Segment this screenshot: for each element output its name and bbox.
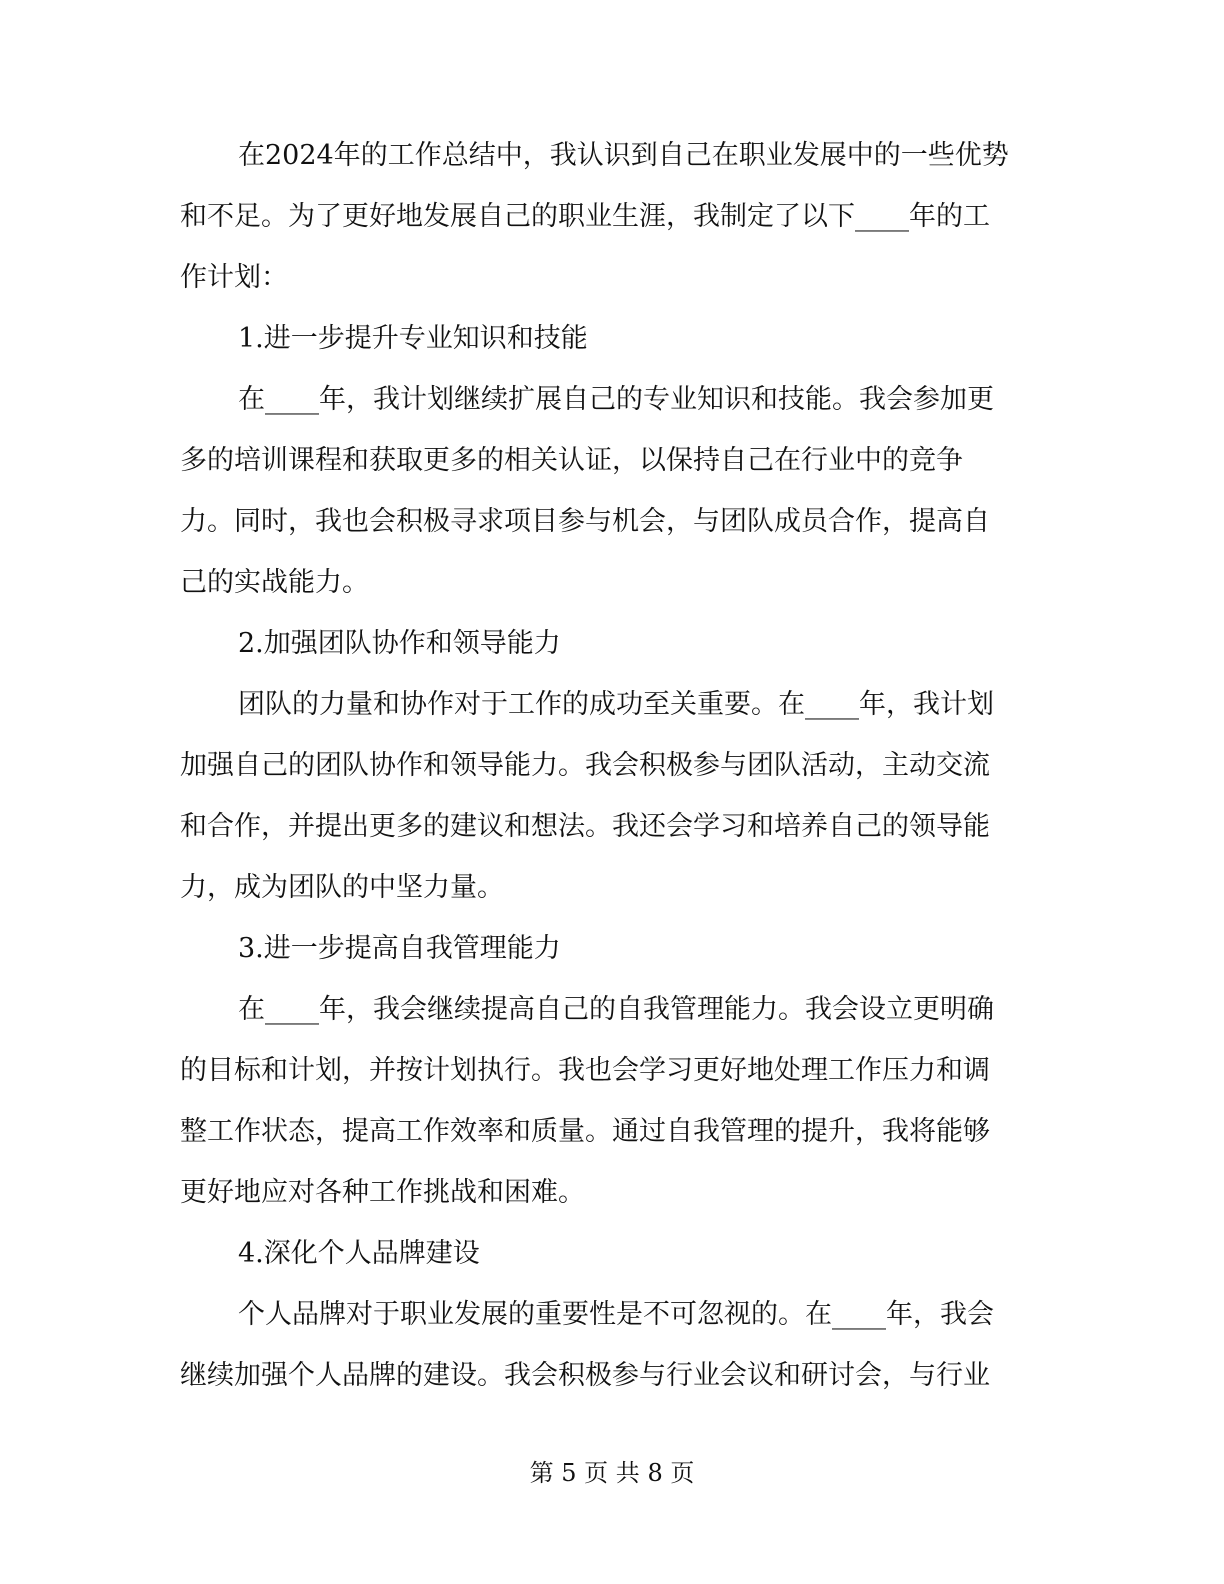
- text-line: 在2024年的工作总结中，我认识到自己在职业发展中的一些优势: [238, 140, 1009, 171]
- text-line: 更好地应对各种工作挑战和困难。: [180, 1177, 585, 1208]
- text-line: 力。同时，我也会积极寻求项目参与机会，与团队成员合作，提高自: [180, 506, 990, 537]
- heading-line: 2.加强团队协作和领导能力: [238, 628, 561, 659]
- heading-line: 4.深化个人品牌建设: [238, 1238, 480, 1269]
- section-heading-2: [180, 613, 1030, 674]
- text-line: 在____年，我计划继续扩展自己的专业知识和技能。我会参加更: [238, 384, 994, 415]
- paragraph-section-2: [180, 674, 1030, 918]
- text-line: 团队的力量和协作对于工作的成功至关重要。在____年，我计划: [238, 689, 994, 720]
- document-body: [180, 125, 1030, 1406]
- heading-line: 3.进一步提高自我管理能力: [238, 933, 561, 964]
- paragraph-intro: [180, 125, 1030, 308]
- text-line: 和不足。为了更好地发展自己的职业生涯，我制定了以下____年的工: [180, 201, 990, 232]
- paragraph-section-3: [180, 979, 1030, 1223]
- text-line: 己的实战能力。: [180, 567, 369, 598]
- section-heading-4: [180, 1223, 1030, 1284]
- section-heading-1: [180, 308, 1030, 369]
- paragraph-section-4: [180, 1284, 1030, 1406]
- text-line: 整工作状态，提高工作效率和质量。通过自我管理的提升，我将能够: [180, 1116, 990, 1147]
- page-number-footer: 第 5 页 共 8 页: [529, 1459, 695, 1487]
- text-line: 和合作，并提出更多的建议和想法。我还会学习和培养自己的领导能: [180, 811, 990, 842]
- section-heading-3: [180, 918, 1030, 979]
- text-line: 作计划：: [180, 262, 288, 293]
- text-line: 多的培训课程和获取更多的相关认证，以保持自己在行业中的竞争: [180, 445, 963, 476]
- text-line: 在____年，我会继续提高自己的自我管理能力。我会设立更明确: [238, 994, 994, 1025]
- text-line: 力，成为团队的中坚力量。: [180, 872, 504, 903]
- text-line: 的目标和计划，并按计划执行。我也会学习更好地处理工作压力和调: [180, 1055, 990, 1086]
- heading-line: 1.进一步提升专业知识和技能: [238, 323, 588, 354]
- text-line: 个人品牌对于职业发展的重要性是不可忽视的。在____年，我会: [238, 1299, 994, 1330]
- text-line: 加强自己的团队协作和领导能力。我会积极参与团队活动，主动交流: [180, 750, 990, 781]
- text-line: 继续加强个人品牌的建设。我会积极参与行业会议和研讨会，与行业: [180, 1360, 990, 1391]
- paragraph-section-1: [180, 369, 1030, 613]
